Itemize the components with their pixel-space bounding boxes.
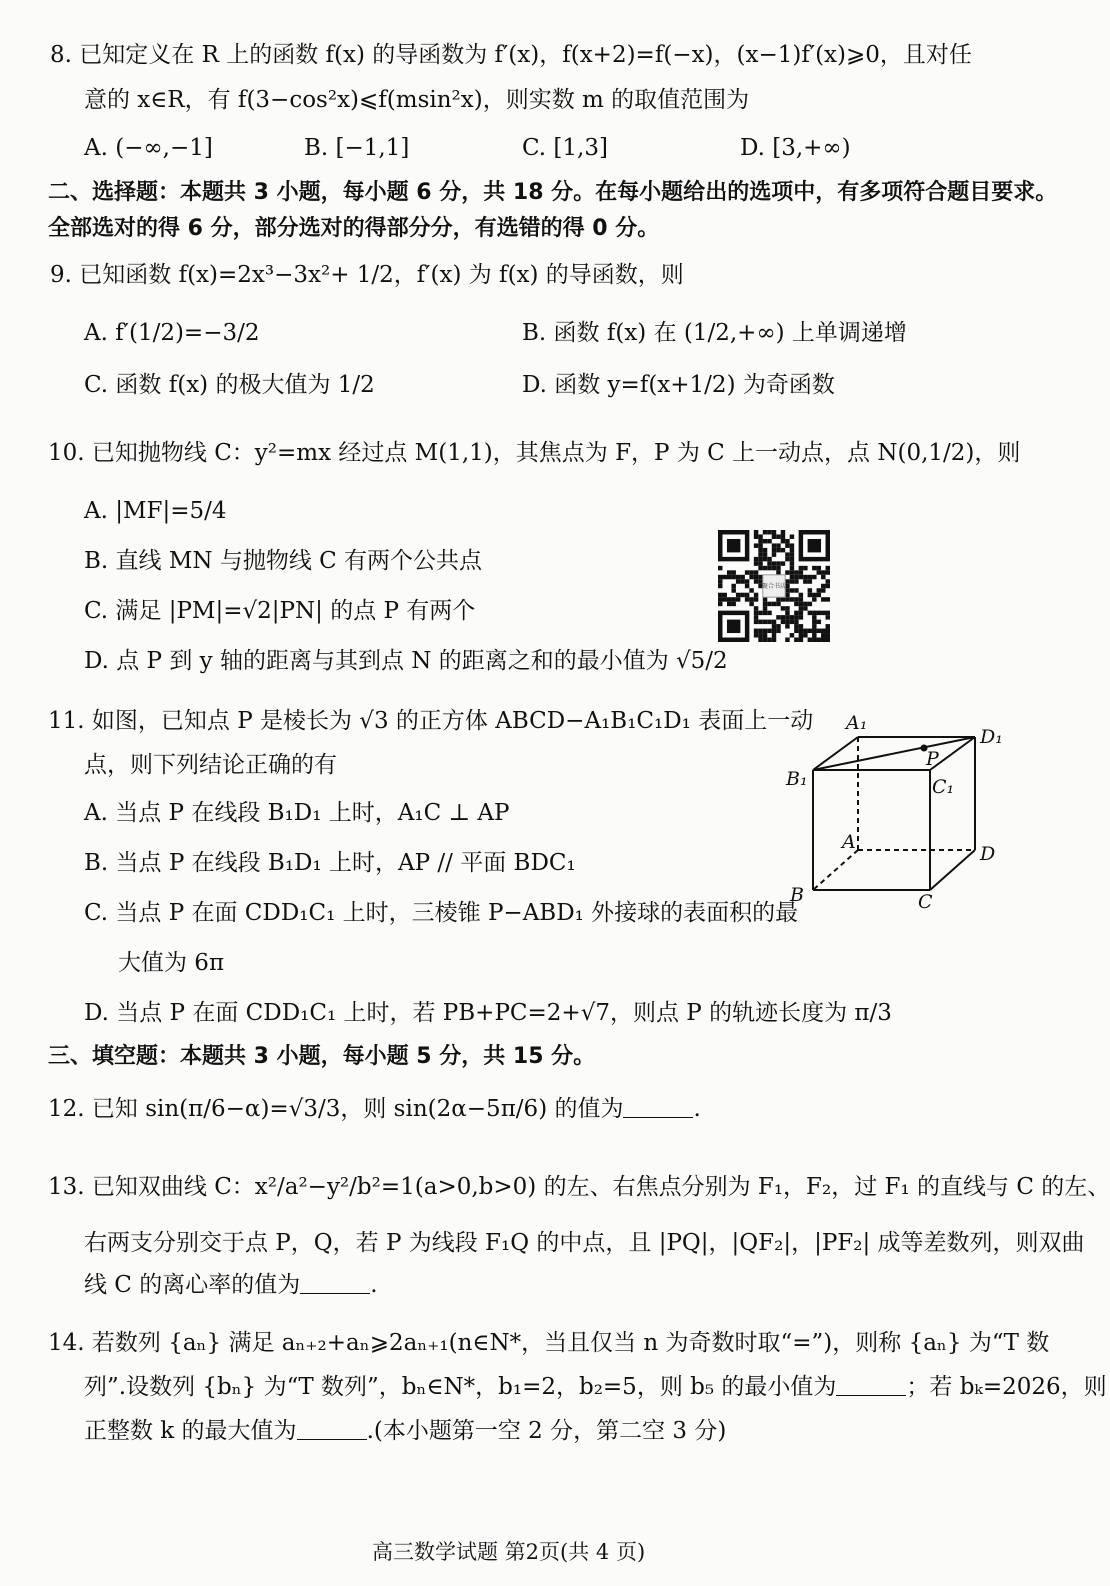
line-sec2-l2 <box>48 216 659 241</box>
line-q8-l2 <box>84 87 749 113</box>
line-q9-B <box>522 320 907 346</box>
qr-logo-text: 聚合书店 <box>761 582 787 590</box>
line-q11-l2 <box>84 752 337 778</box>
page-footer: 高三数学试题 第2页(共 4 页) <box>372 1540 646 1564</box>
line-text: C. 函数 f(x) 的极大值为 1/2 <box>84 372 375 398</box>
line-q10-B <box>84 548 482 574</box>
line-q9-C <box>84 372 375 398</box>
line-q12 <box>48 1096 701 1122</box>
line-text: 全部选对的得 6 分，部分选对的得部分分，有选错的得 0 分。 <box>48 216 660 241</box>
label-d1: D₁ <box>980 726 1003 748</box>
line-q10-D <box>84 648 728 674</box>
qr-code-icon <box>718 530 830 642</box>
line-q13-l3 <box>84 1272 378 1298</box>
line-text: A. f′(1/2)=−3/2 <box>84 320 260 346</box>
line-text: A. (−∞,−1] <box>84 135 213 161</box>
line-q9-A <box>84 320 260 346</box>
line-text: 8. 已知定义在 R 上的函数 f(x) 的导函数为 f′(x)，f(x+2)=f(−x)，(x−1)f′(x)⩾0，且对任 <box>50 42 972 68</box>
line-q13-l2 <box>84 1230 1085 1256</box>
line-q14-l1 <box>48 1330 1049 1356</box>
line-text: B. 函数 f(x) 在 (1/2,+∞) 上单调递增 <box>522 320 907 346</box>
answer-blank[interactable] <box>300 1273 370 1294</box>
answer-blank[interactable] <box>836 1375 906 1396</box>
line-text: 意的 x∈R，有 f(3−cos²x)⩽f(msin²x)，则实数 m 的取值范围为 <box>84 87 750 113</box>
line-q11-l1 <box>48 708 813 734</box>
label-c: C <box>918 891 933 913</box>
line-text: 线 C 的离心率的值为 <box>84 1272 301 1298</box>
line-tail: ；若 bₖ=2026，则 <box>906 1374 1107 1400</box>
line-q10-l1 <box>48 440 1020 466</box>
line-text: D. 函数 y=f(x+1/2) 为奇函数 <box>522 372 835 398</box>
line-sec3 <box>48 1044 595 1069</box>
line-text: C. [1,3] <box>522 135 608 161</box>
line-tail: . <box>693 1096 701 1122</box>
line-q8-A <box>84 135 213 161</box>
line-q14-l2 <box>84 1374 1107 1400</box>
line-text: 正整数 k 的最大值为 <box>84 1418 297 1444</box>
line-q8-C <box>522 135 608 161</box>
line-q13-l1 <box>48 1174 1110 1200</box>
cube-diagram <box>780 705 1020 920</box>
line-tail: . <box>370 1272 378 1298</box>
edge-b1-d1 <box>813 737 975 770</box>
line-q11-C1 <box>84 900 798 926</box>
line-text: D. 点 P 到 y 轴的距离与其到点 N 的距离之和的最小值为 √5/2 <box>84 648 728 674</box>
line-q10-C <box>84 598 475 624</box>
line-text: D. 当点 P 在面 CDD₁C₁ 上时，若 PB+PC=2+√7，则点 P 的轨迹长度为 π/3 <box>84 1000 892 1026</box>
line-text: 列”.设数列 {bₙ} 为“T 数列”，bₙ∈N*，b₁=2，b₂=5，则 b₅ 的最小值为 <box>84 1374 837 1400</box>
line-text: 三、填空题：本题共 3 小题，每小题 5 分，共 15 分。 <box>48 1044 596 1069</box>
line-text: B. [−1,1] <box>304 135 410 161</box>
line-q11-D <box>84 1000 892 1026</box>
line-q9-D <box>522 372 835 398</box>
label-b1: B₁ <box>786 768 808 790</box>
label-a: A <box>842 831 856 853</box>
label-a1: A₁ <box>846 712 868 734</box>
line-text: 12. 已知 sin(π/6−α)=√3/3，则 sin(2α−5π/6) 的值为 <box>48 1096 624 1122</box>
line-q8-D <box>740 135 851 161</box>
label-d: D <box>980 843 996 865</box>
answer-blank[interactable] <box>623 1097 693 1118</box>
line-q8-B <box>304 135 409 161</box>
line-text: 大值为 6π <box>118 950 225 976</box>
line-text: 13. 已知双曲线 C：x²/a²−y²/b²=1(a>0,b>0) 的左、右焦点分别为 F₁，F₂，过 F₁ 的直线与 C 的左、 <box>48 1174 1110 1200</box>
answer-blank[interactable] <box>297 1419 367 1440</box>
line-text: 9. 已知函数 f(x)=2x³−3x²+ 1/2，f′(x) 为 f(x) 的导函数，则 <box>50 262 684 288</box>
line-text: B. 当点 P 在线段 B₁D₁ 上时，AP // 平面 BDC₁ <box>84 850 576 876</box>
line-sec2-l1 <box>48 180 1057 205</box>
label-b: B <box>790 884 804 906</box>
line-text: 二、选择题：本题共 3 小题，每小题 6 分，共 18 分。在每小题给出的选项中，有多项符合题目要求。 <box>48 180 1058 205</box>
line-text: 14. 若数列 {aₙ} 满足 aₙ₊₂+aₙ⩾2aₙ₊₁(n∈N*，当且仅当 n 为奇数时取“=”)，则称 {aₙ} 为“T 数 <box>48 1330 1050 1356</box>
line-q8-l1 <box>50 42 972 68</box>
line-text: C. 满足 |PM|=√2|PN| 的点 P 有两个 <box>84 598 476 624</box>
line-text: A. 当点 P 在线段 B₁D₁ 上时，A₁C ⊥ AP <box>84 800 510 826</box>
line-text: C. 当点 P 在面 CDD₁C₁ 上时，三棱锥 P−ABD₁ 外接球的表面积的最 <box>84 900 799 926</box>
line-text: B. 直线 MN 与抛物线 C 有两个公共点 <box>84 548 483 574</box>
line-q9-l1 <box>50 262 684 288</box>
line-q10-A <box>84 498 227 524</box>
edge-c-d <box>930 850 975 890</box>
label-c1: C₁ <box>932 776 955 798</box>
edge-a-b <box>813 850 858 890</box>
line-text: D. [3,+∞) <box>740 135 851 161</box>
line-text: 10. 已知抛物线 C：y²=mx 经过点 M(1,1)，其焦点为 F，P 为 C 上一动点，点 N(0,1/2)，则 <box>48 440 1021 466</box>
label-p: P <box>926 748 939 770</box>
line-text: A. |MF|=5/4 <box>84 498 227 524</box>
line-q11-B <box>84 850 576 876</box>
line-text: 右两支分别交于点 P，Q，若 P 为线段 F₁Q 的中点，且 |PQ|，|QF₂|，|PF₂| 成等差数列，则双曲 <box>84 1230 1085 1256</box>
line-q11-A <box>84 800 510 826</box>
line-q14-l3 <box>84 1418 726 1444</box>
line-text: 11. 如图，已知点 P 是棱长为 √3 的正方体 ABCD−A₁B₁C₁D₁ 表面上一动 <box>48 708 814 734</box>
line-tail: .(本小题第一空 2 分，第二空 3 分) <box>366 1418 727 1444</box>
line-q11-C2 <box>118 950 224 976</box>
line-text: 点，则下列结论正确的有 <box>84 752 337 778</box>
